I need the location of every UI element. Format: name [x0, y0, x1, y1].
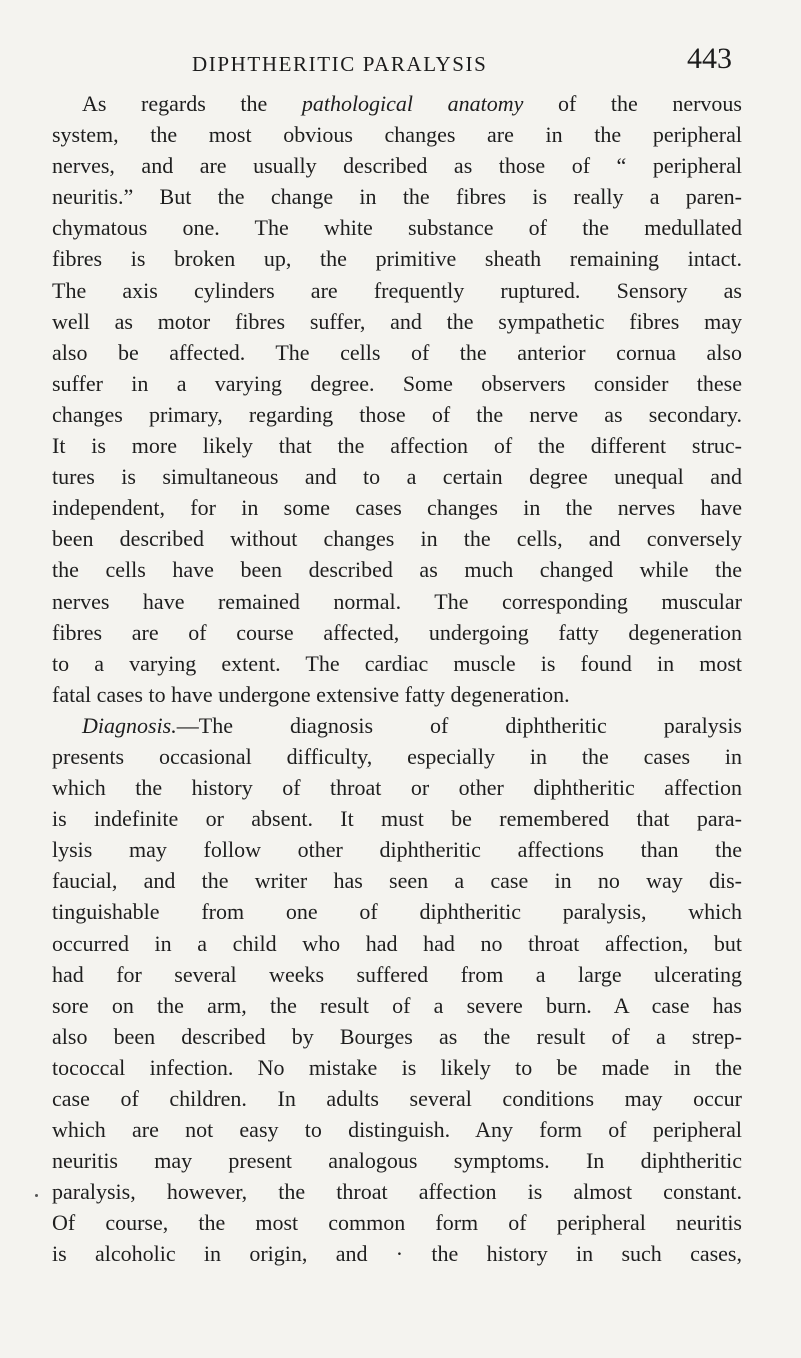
text-line: sore on the arm, the result of a severe burn. A case has — [52, 992, 742, 1018]
text-line: to a varying extent. The cardiac muscle is found in most — [52, 650, 742, 676]
text-line: Of course, the most common form of peripheral neuritis — [52, 1210, 742, 1236]
text-line: paralysis, however, the throat affection is almost constant. — [52, 1179, 742, 1205]
text-line: which are not easy to distinguish. Any form of peripheral — [52, 1117, 742, 1143]
text-line: suffer in a varying degree. Some observers consider these — [52, 370, 742, 396]
text-line: fibres are of course affected, undergoing fatty degeneration — [52, 619, 742, 645]
text-line: is alcoholic in origin, and · the history in such cases, — [52, 1241, 742, 1267]
text-line: independent, for in some cases changes in the nerves have — [52, 495, 742, 521]
text-line: fibres is broken up, the primitive sheath remaining intact. — [52, 246, 742, 272]
text-line: faucial, and the writer has seen a case in no way dis- — [52, 868, 742, 894]
text-line: fatal cases to have undergone extensive fatty degeneration. — [52, 681, 570, 707]
text-line: which the history of throat or other diphtheritic affection — [52, 775, 742, 801]
text-line: As regards the pathological anatomy of the nervous — [82, 91, 742, 116]
page-header — [192, 42, 732, 82]
text-line: case of children. In adults several conditions may occur — [52, 1086, 742, 1111]
text-line: well as motor fibres suffer, and the sympathetic fibres may — [52, 308, 742, 334]
text-line: neuritis may present analogous symptoms. In diphtheritic — [52, 1148, 742, 1174]
italic-phrase: Diagnosis. — [82, 712, 177, 738]
text-line: occurred in a child who had had no throat affection, but — [52, 930, 742, 956]
text-line: Diagnosis.—The diagnosis of diphtheritic paralysis — [82, 712, 742, 738]
text-line: tinguishable from one of diphtheritic paralysis, which — [52, 899, 742, 925]
text-line: changes primary, regarding those of the nerve as secondary. — [52, 401, 742, 427]
text-line: tures is simultaneous and to a certain degree unequal and — [52, 464, 742, 490]
body-text — [52, 88, 742, 1270]
running-head: DIPHTHERITIC PARALYSIS — [192, 52, 488, 76]
text-line: presents occasional difficulty, especially in the cases in — [52, 743, 742, 769]
text-line: tococcal infection. No mistake is likely to be made in the — [52, 1054, 742, 1080]
text-line: the cells have been described as much changed while the — [52, 557, 742, 583]
text-line: nerves, and are usually described as those of “ peripheral — [52, 153, 742, 179]
text-line: neuritis.” But the change in the fibres is really a paren- — [52, 184, 742, 210]
text-line: had for several weeks suffered from a large ulcerating — [52, 961, 742, 987]
text-line: also be affected. The cells of the anterior cornua also — [52, 339, 742, 365]
text-line: been described without changes in the cells, and conversely — [52, 526, 742, 552]
text-line: nerves have remained normal. The corresponding muscular — [52, 588, 742, 614]
italic-phrase: pathological anatomy — [301, 91, 524, 116]
text-line: also been described by Bourges as the result of a strep- — [52, 1023, 742, 1049]
text-line: The axis cylinders are frequently ruptured. Sensory as — [52, 277, 742, 303]
text-line: is indefinite or absent. It must be remembered that para- — [52, 806, 742, 832]
margin-speck — [35, 1194, 38, 1197]
text-line: chymatous one. The white substance of the medullated — [52, 215, 742, 241]
text-line: It is more likely that the affection of the different struc- — [52, 433, 742, 459]
text-line: lysis may follow other diphtheritic affections than the — [52, 837, 742, 863]
page-number: 443 — [687, 42, 732, 75]
text-line: system, the most obvious changes are in the peripheral — [52, 122, 742, 148]
